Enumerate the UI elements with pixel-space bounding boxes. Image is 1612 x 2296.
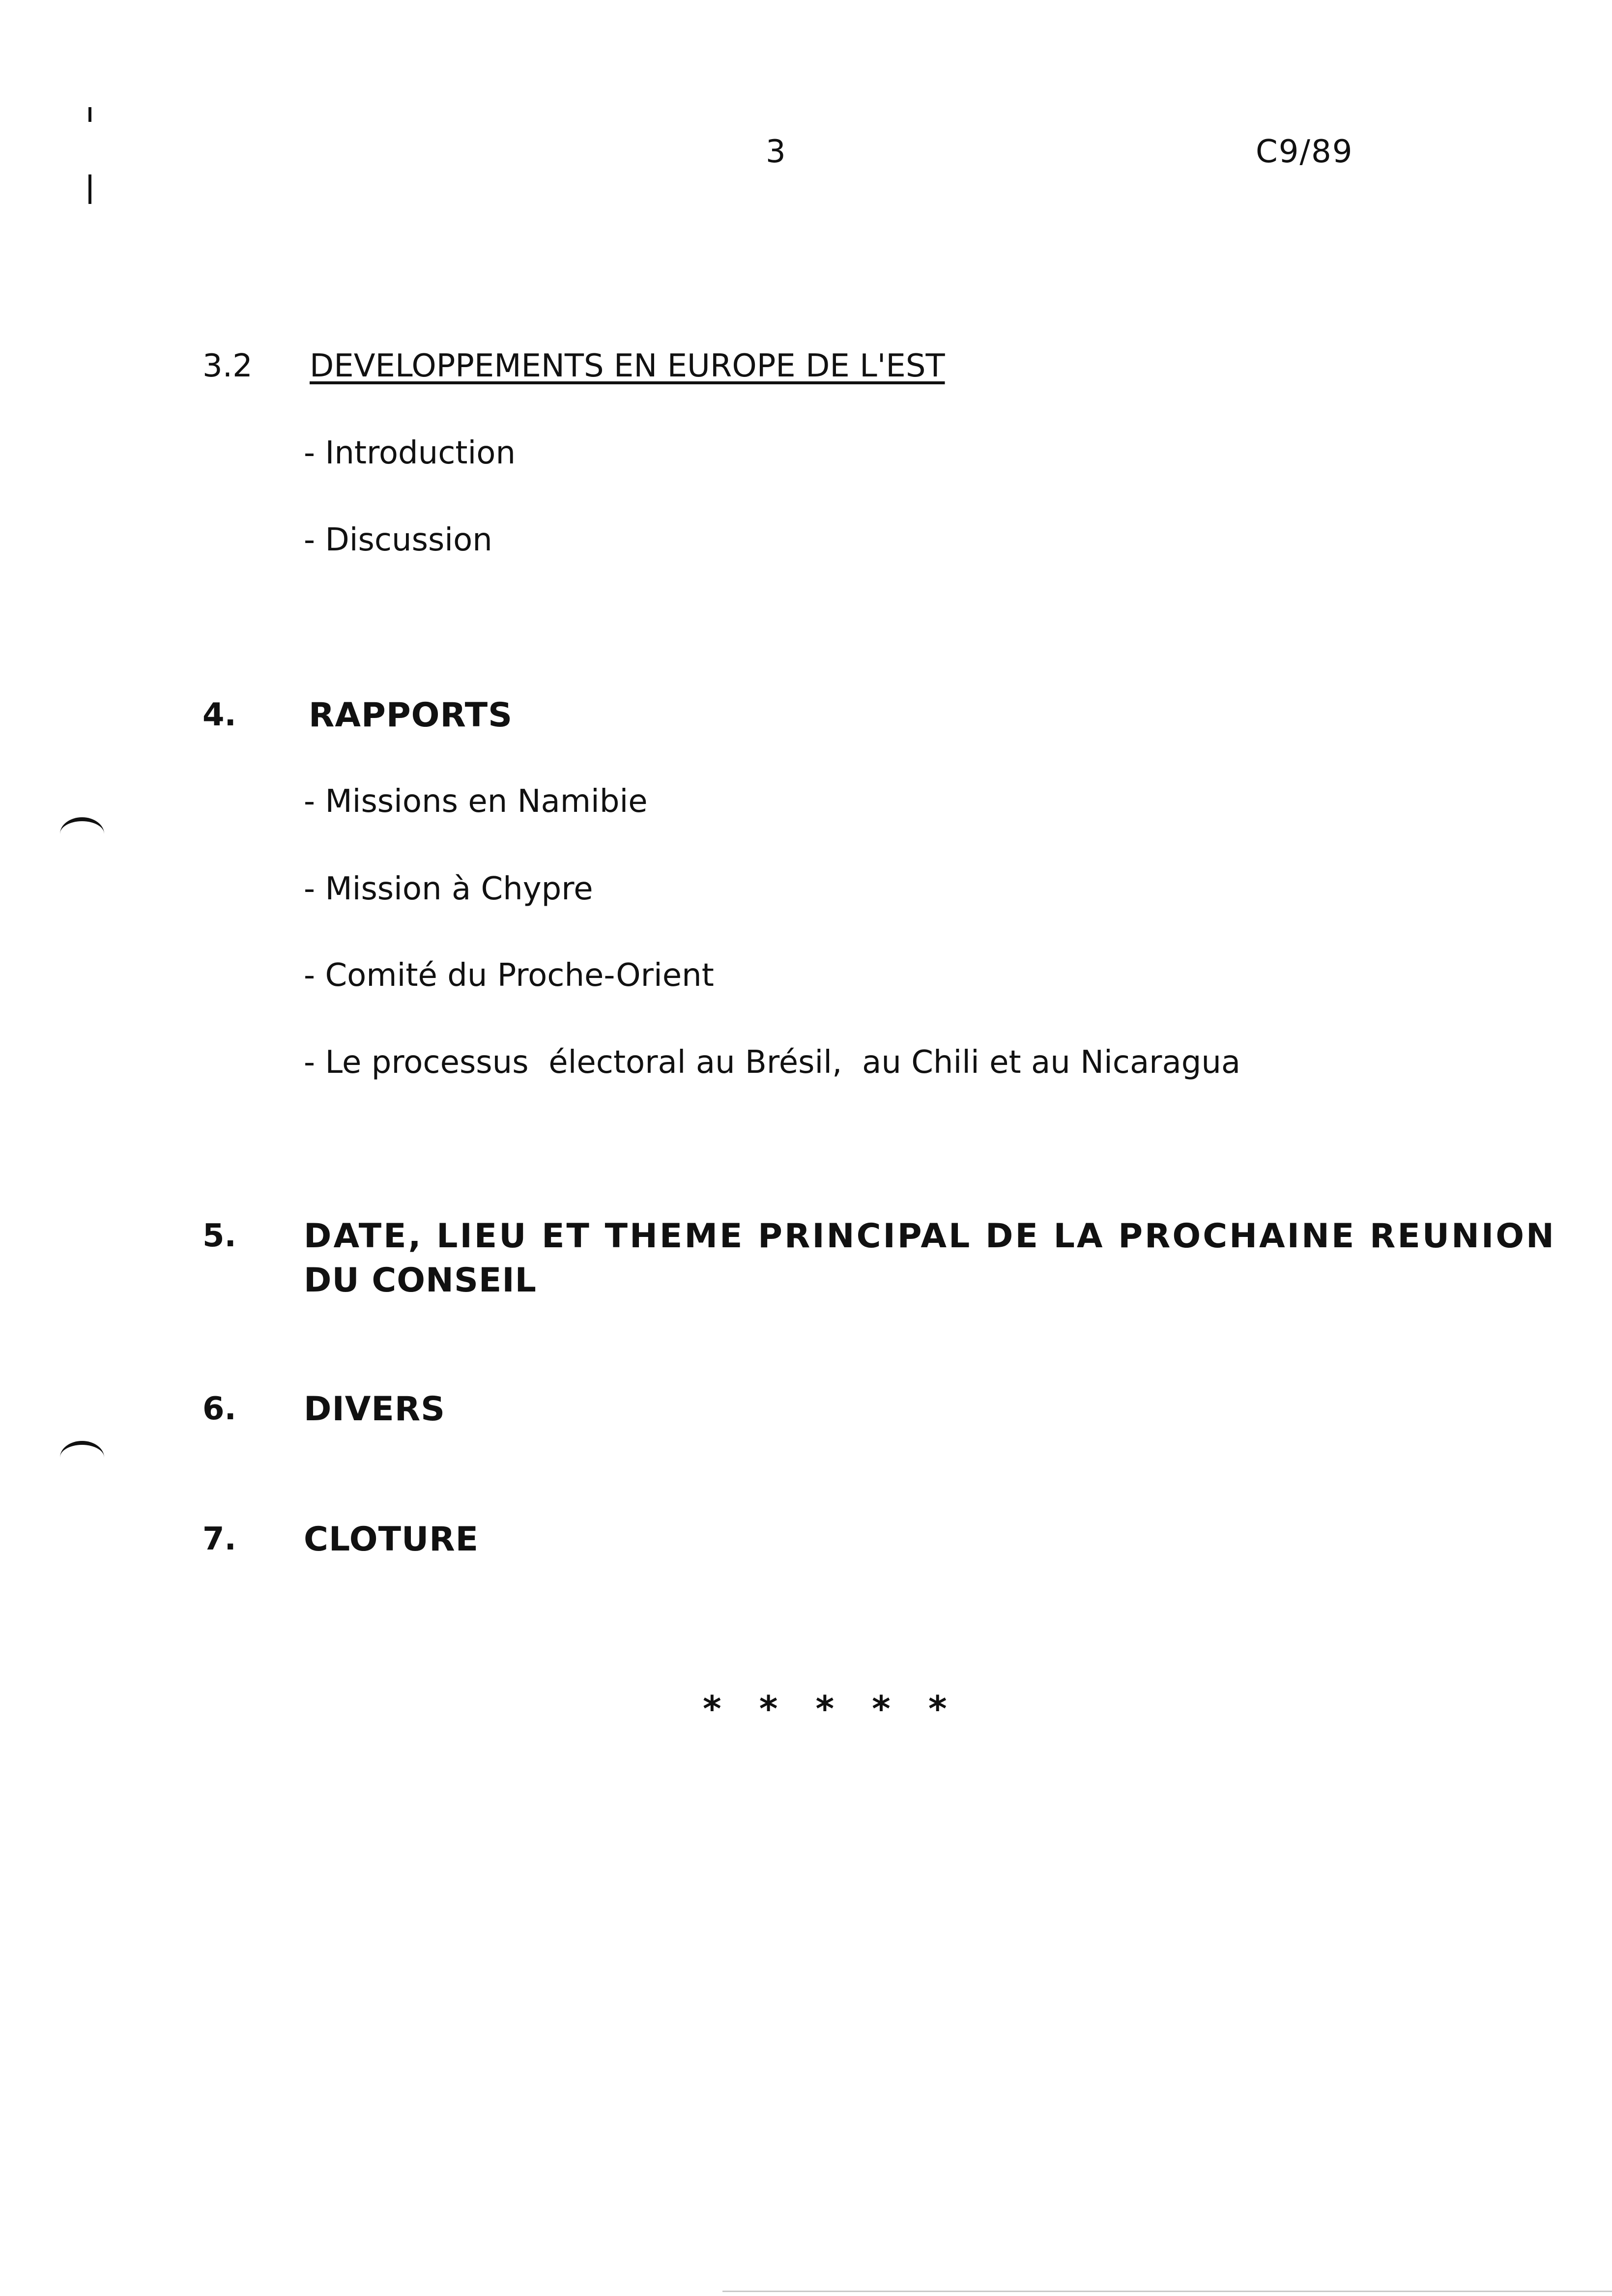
section-title: CLOTURE — [304, 1520, 479, 1559]
list-item: - Comité du Proche-Orient — [304, 957, 714, 994]
margin-mark — [88, 107, 91, 122]
list-item: - Introduction — [304, 435, 516, 471]
section-number: 3.2 — [202, 348, 253, 384]
section-title: DEVELOPPEMENTS EN EUROPE DE L'EST — [310, 348, 945, 384]
punch-hole-mark — [60, 817, 104, 851]
end-of-document-marker: * * * * * — [703, 1688, 960, 1729]
section-title: DIVERS — [304, 1390, 446, 1429]
margin-mark — [88, 174, 91, 204]
document-reference: C9/89 — [1256, 134, 1353, 170]
section-title-continued: DU CONSEIL — [304, 1261, 537, 1300]
section-number: 5. — [202, 1218, 236, 1254]
scan-edge-line — [722, 2291, 1612, 2292]
list-item: - Discussion — [304, 522, 492, 558]
section-number: 4. — [202, 697, 236, 733]
section-title: DATE, LIEU ET THEME PRINCIPAL DE LA PROCHAINE REUNION — [304, 1217, 1556, 1256]
page-number: 3 — [766, 134, 787, 170]
section-title: RAPPORTS — [309, 696, 513, 735]
section-number: 6. — [202, 1391, 236, 1427]
list-item: - Mission à Chypre — [304, 871, 593, 907]
list-item: - Le processus électoral au Brésil, au Chili et au Nicaragua — [304, 1044, 1241, 1081]
section-number: 7. — [202, 1521, 236, 1557]
list-item: - Missions en Namibie — [304, 783, 648, 820]
punch-hole-mark — [60, 1441, 104, 1474]
